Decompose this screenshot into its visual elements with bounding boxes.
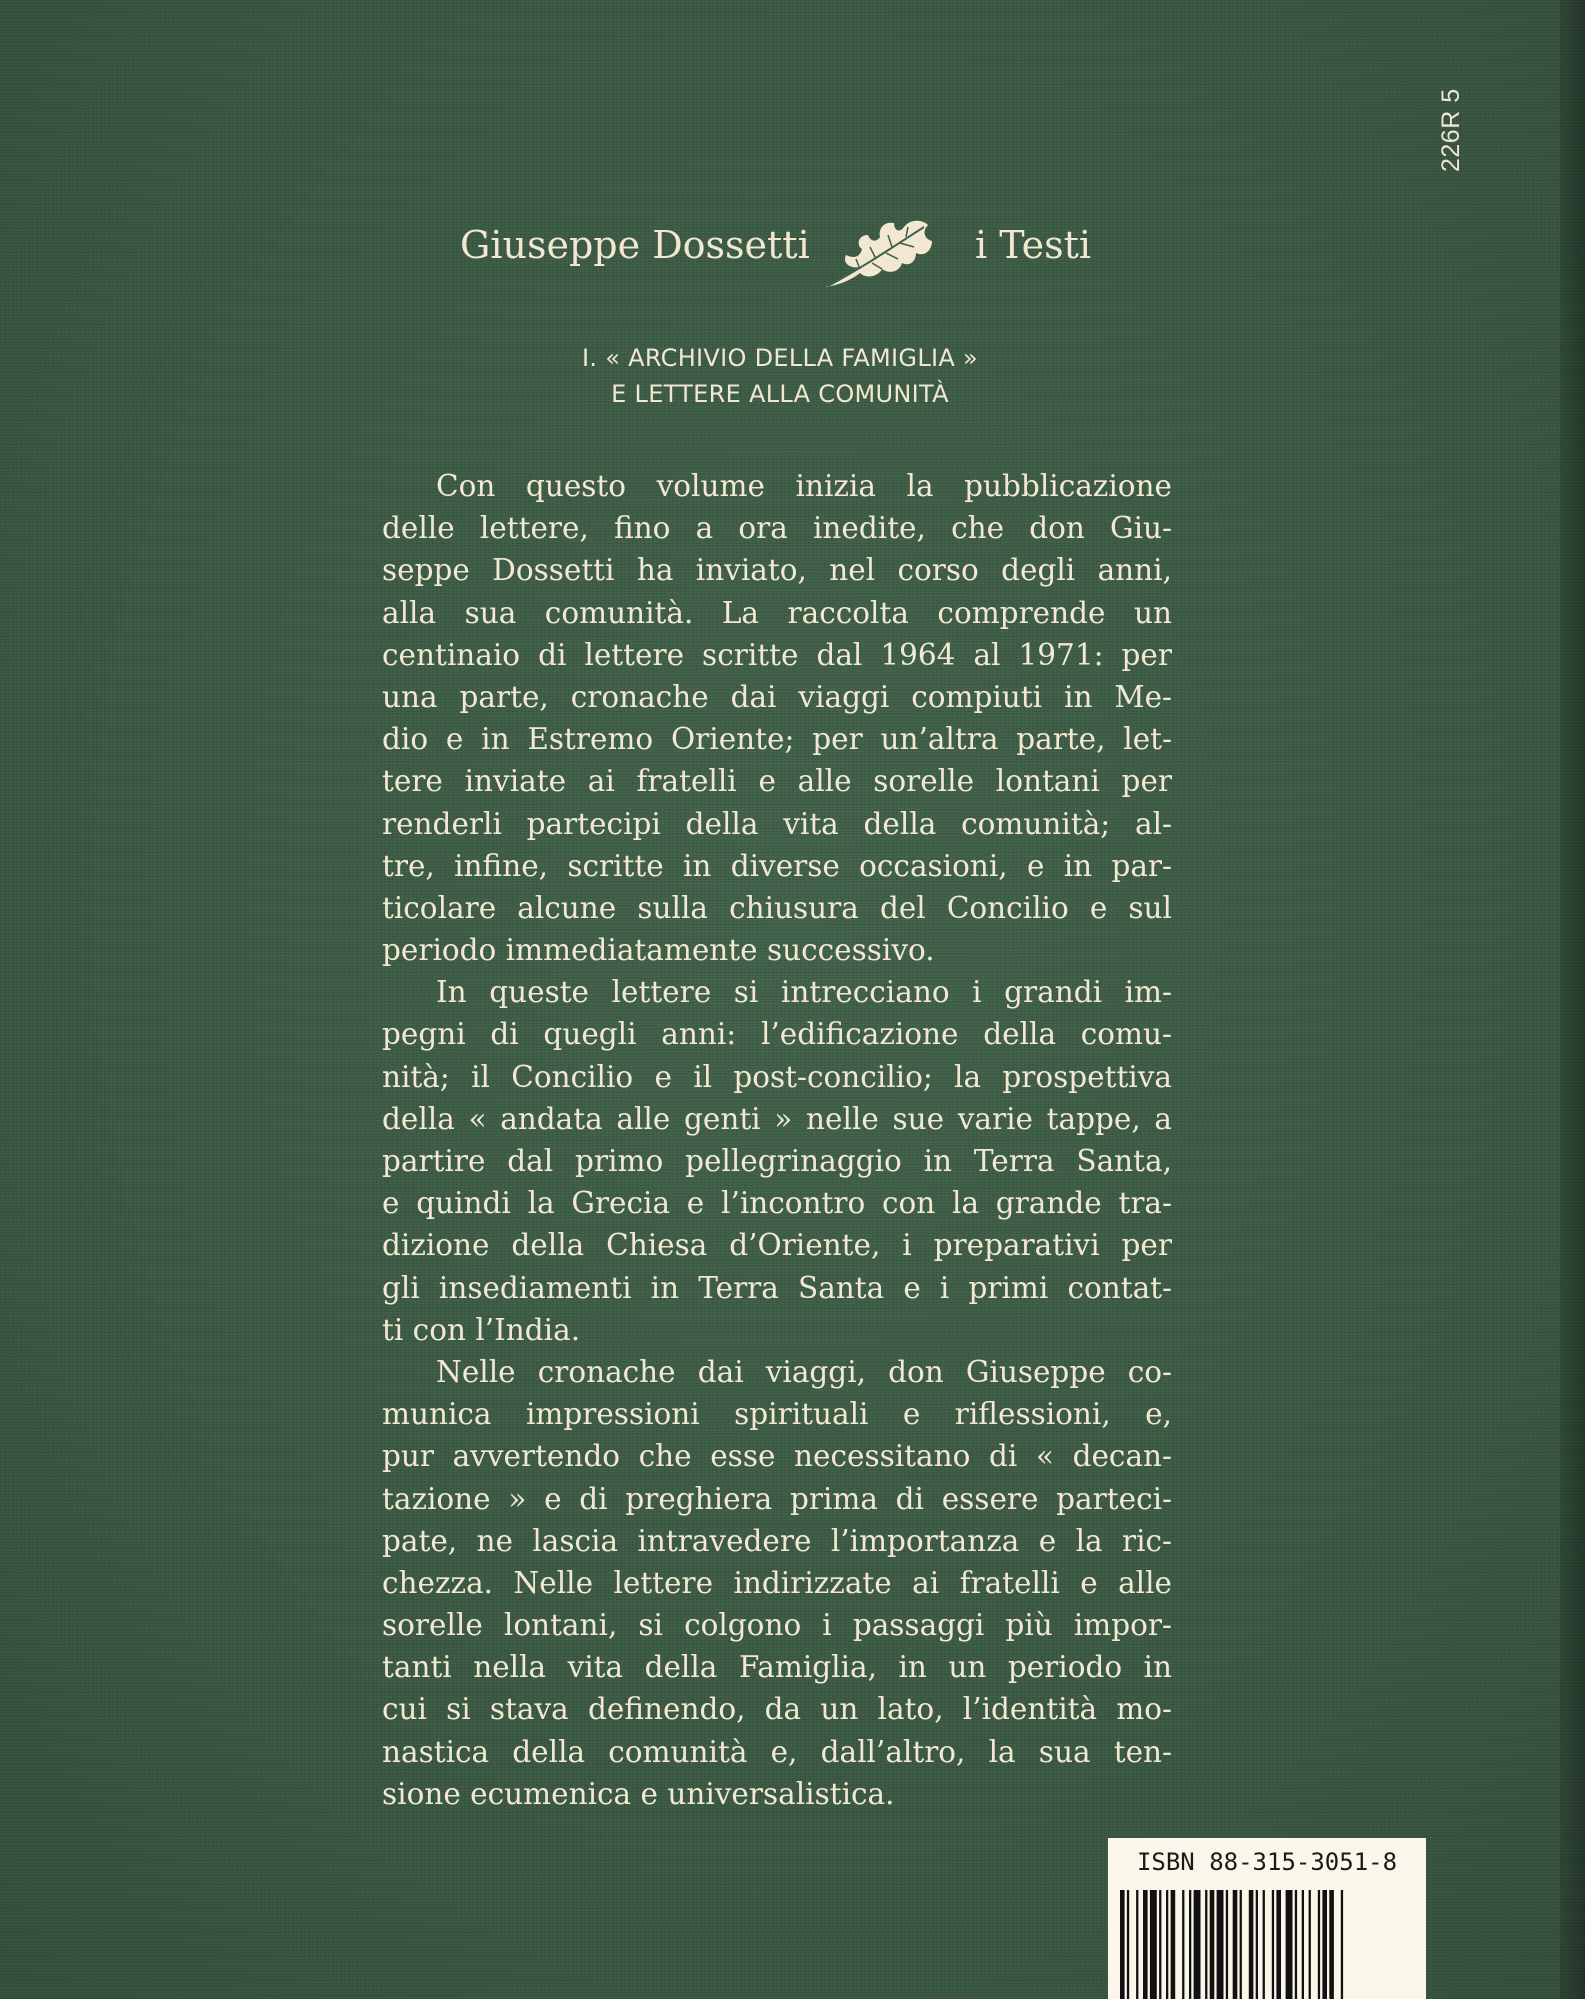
- blurb-line: una parte, cronache dai viaggi compiuti in Me-: [382, 679, 1172, 714]
- barcode-bar: [1127, 1890, 1129, 1999]
- blurb-line: nità; il Concilio e il post-concilio; la prospettiva: [382, 1059, 1172, 1094]
- oak-leaf-icon: [820, 209, 940, 291]
- series-header: [440, 205, 1110, 295]
- barcode-bar: [1233, 1890, 1238, 1999]
- series-name: i Testi: [975, 223, 1092, 267]
- author-name: Giuseppe Dossetti: [460, 223, 810, 267]
- barcode-bar: [1205, 1890, 1207, 1999]
- barcode-bar: [1302, 1890, 1304, 1999]
- blurb-line: seppe Dossetti ha inviato, nel corso degli anni,: [382, 553, 1172, 588]
- barcode-bar: [1295, 1890, 1297, 1999]
- barcode-bar: [1150, 1890, 1157, 1999]
- barcode-bar: [1322, 1890, 1327, 1999]
- blurb-line: della « andata alle genti » nelle sue varie tappe, a: [382, 1101, 1172, 1136]
- barcode-bar: [1171, 1890, 1176, 1999]
- barcode-bar: [1272, 1890, 1274, 1999]
- blurb-line: Nelle cronache dai viaggi, don Giuseppe co-: [436, 1354, 1172, 1389]
- blurb-text: [382, 465, 1172, 1815]
- blurb-line: dio e in Estremo Oriente; per un’altra parte, let-: [382, 722, 1172, 757]
- blurb-line: Con questo volume inizia la pubblicazione: [436, 469, 1172, 503]
- blurb-line: periodo immediatamente successivo.: [382, 933, 935, 968]
- barcode-graphic: [1120, 1890, 1416, 1999]
- blurb-line: centinaio di lettere scritte dal 1964 al 1971: per: [382, 637, 1172, 672]
- blurb-line: pegni di quegli anni: l’edificazione della comu-: [382, 1017, 1172, 1052]
- blurb-line: e quindi la Grecia e l’incontro con la grande tra-: [382, 1186, 1172, 1221]
- barcode-bar: [1210, 1890, 1215, 1999]
- blurb-line: dizione della Chiesa d’Oriente, i preparativi per: [382, 1228, 1172, 1263]
- blurb-line: munica impressioni spirituali e riflessioni, e,: [382, 1397, 1172, 1432]
- barcode-bar: [1194, 1890, 1201, 1999]
- volume-subtitle: [380, 340, 1180, 412]
- blurb-line: ti con l’India.: [382, 1312, 581, 1347]
- isbn-barcode: [1108, 1838, 1426, 1999]
- blurb-line: In queste lettere si intrecciano i grandi im-: [436, 975, 1172, 1010]
- blurb-line: partire dal primo pellegrinaggio in Terra Santa,: [382, 1144, 1172, 1178]
- barcode-bar: [1249, 1890, 1254, 1999]
- barcode-bar: [1309, 1890, 1311, 1999]
- barcode-bar: [1240, 1890, 1242, 1999]
- barcode-bar: [1159, 1890, 1161, 1999]
- barcode-bar: [1120, 1890, 1125, 1999]
- blurb-line: nastica della comunità e, dall’altro, la sua ten-: [382, 1734, 1172, 1769]
- blurb-line: tazione » e di preghiera prima di essere parteci-: [382, 1481, 1172, 1516]
- isbn-number: ISBN 88-315-3051-8: [1136, 1848, 1398, 1876]
- barcode-bar: [1276, 1890, 1281, 1999]
- catalog-code: 226R 5: [1437, 88, 1465, 172]
- blurb-line: cui si stava definendo, da un lato, l’identità mo-: [382, 1692, 1172, 1727]
- blurb-line: gli insediamenti in Terra Santa e i primi contat-: [382, 1270, 1172, 1305]
- barcode-bar: [1256, 1890, 1258, 1999]
- barcode-bar: [1182, 1890, 1184, 1999]
- barcode-bar: [1329, 1890, 1334, 1999]
- blurb-line: ticolare alcune sulla chiusura del Concilio e sul: [382, 890, 1172, 925]
- blurb-line: chezza. Nelle lettere indirizzate ai fratelli e alle: [382, 1565, 1172, 1600]
- subtitle-line-2: E LETTERE ALLA COMUNITÀ: [611, 380, 949, 408]
- blurb-line: sorelle lontani, si colgono i passaggi più impor-: [382, 1608, 1172, 1643]
- barcode-bar: [1189, 1890, 1191, 1999]
- barcode-bar: [1286, 1890, 1293, 1999]
- barcode-bar: [1166, 1890, 1168, 1999]
- barcode-bar: [1263, 1890, 1265, 1999]
- blurb-line: renderli partecipi della vita della comunità; al-: [382, 806, 1172, 841]
- barcode-bar: [1341, 1890, 1343, 1999]
- barcode-bar: [1217, 1890, 1224, 1999]
- subtitle-line-1: I. « ARCHIVIO DELLA FAMIGLIA »: [581, 344, 978, 372]
- barcode-bar: [1143, 1890, 1148, 1999]
- barcode-bar: [1226, 1890, 1228, 1999]
- blurb-line: tere inviate ai fratelli e alle sorelle lontani per: [382, 764, 1172, 799]
- blurb-line: tanti nella vita della Famiglia, in un periodo in: [382, 1650, 1172, 1685]
- blurb-line: alla sua comunità. La raccolta comprende un: [382, 595, 1172, 630]
- blurb-line: pate, ne lascia intravedere l’importanza e la ric-: [382, 1523, 1172, 1558]
- blurb-line: delle lettere, fino a ora inedite, che don Giu-: [382, 511, 1172, 546]
- blurb-line: pur avvertendo che esse necessitano di « decan-: [382, 1439, 1172, 1474]
- barcode-bar: [1318, 1890, 1320, 1999]
- blurb-line: sione ecumenica e universalistica.: [382, 1776, 895, 1811]
- blurb-line: tre, infine, scritte in diverse occasioni, e in par-: [382, 848, 1172, 883]
- barcode-bar: [1136, 1890, 1138, 1999]
